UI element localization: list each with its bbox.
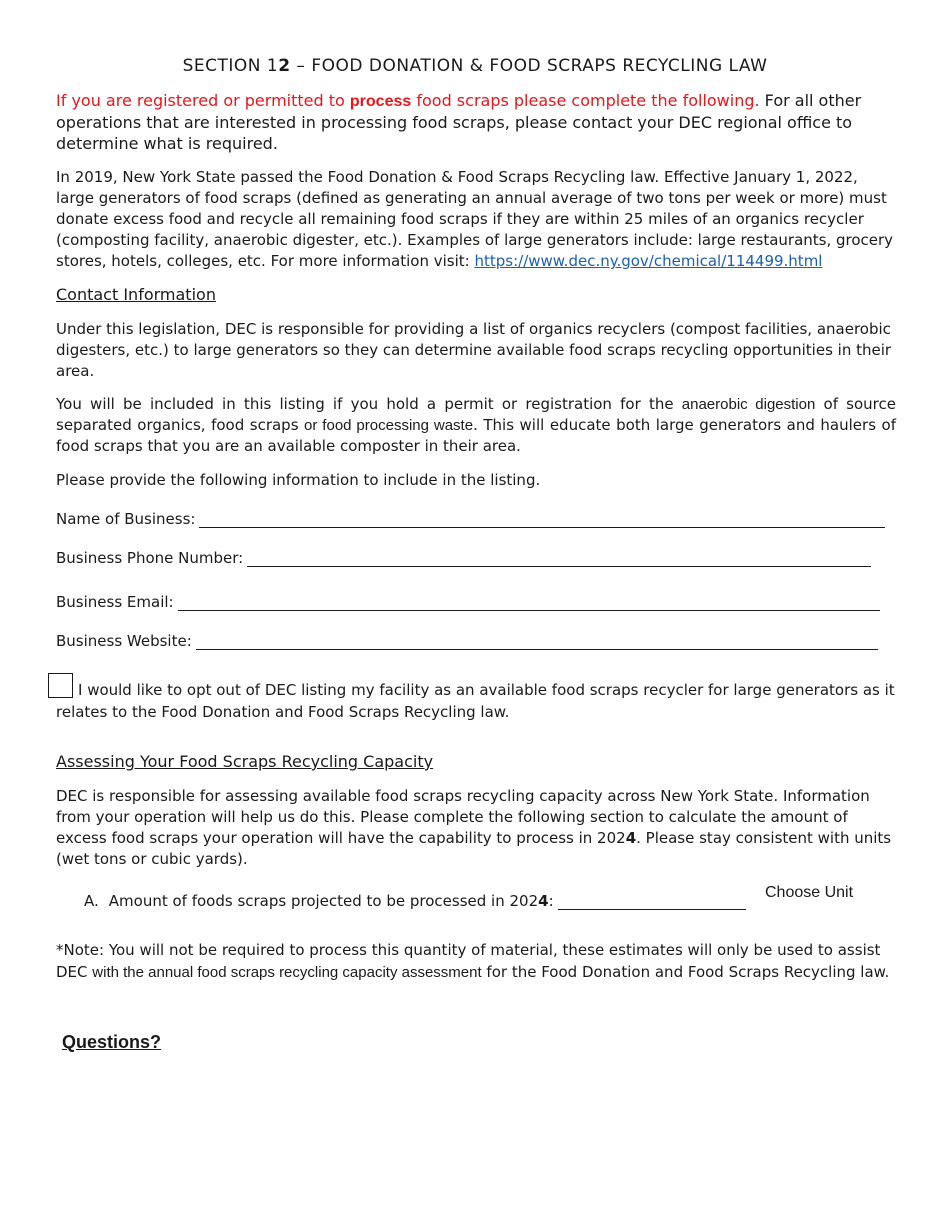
business-phone-input[interactable] <box>247 552 871 567</box>
background-paragraph: In 2019, New York State passed the Food Donation & Food Scraps Recycling law. Effective January 1, 2022, large generators of food scraps (defined as generating an annual average of two tons per week or more) must donate excess food and recycle all remaining food scraps if they are within 25 miles of an organics recycler (composting facility, anaerobic digester, etc.). Examples of large generators include: large restaurants, grocery stores, hotels, colleges, etc. For more information visit: https://www.dec.ny.gov/chemical/114499.html <box>56 168 894 270</box>
business-website-input[interactable] <box>196 635 878 650</box>
opt-out-label: I would like to opt out of DEC listing my facility as an available food scraps recycler for large generators as it relates to the Food Donation and Food Scraps Recycling law. <box>56 681 895 721</box>
business-email-input[interactable] <box>178 596 880 611</box>
contact-heading: Contact Information <box>56 285 216 304</box>
capacity-item-a <box>84 892 746 910</box>
dec-info-link[interactable]: https://www.dec.ny.gov/chemical/114499.html <box>474 252 823 270</box>
page-title: SECTION 12 – FOOD DONATION & FOOD SCRAPS RECYCLING LAW <box>182 56 768 76</box>
contact-paragraph-3: Please provide the following information to include in the listing. <box>56 471 541 489</box>
questions-heading: Questions? <box>62 1032 162 1052</box>
amount-input[interactable] <box>558 895 746 910</box>
intro-instruction: If you are registered or permitted to process food scraps please complete the following. <box>56 91 760 110</box>
capacity-paragraph: DEC is responsible for assessing available food scraps recycling capacity across New York State. Information from your operation will help us do this. Please complete the following section to calculate the amount of excess food scraps your operation will have the capability to process in 2024. Please stay consistent with units (wet tons or cubic yards). <box>56 787 892 868</box>
capacity-heading: Assessing Your Food Scraps Recycling Capacity <box>56 752 434 771</box>
contact-paragraph-2: You will be included in this listing if you hold a permit or registration for the anaerobic digestion of source separated organics, food scraps or food processing waste. This will educate both large generators and haulers of food scraps that you are an available composter in their area. <box>56 395 896 455</box>
business-website-field <box>56 632 878 650</box>
business-email-field <box>56 593 880 611</box>
business-website-label: Business Website: <box>56 632 192 650</box>
business-name-label: Name of Business: <box>56 510 196 528</box>
business-name-field <box>56 510 885 528</box>
business-phone-field <box>56 549 871 567</box>
item-a-label: Amount of foods scraps projected to be processed in 2024: <box>108 892 554 910</box>
unit-select[interactable]: Choose Unit <box>765 884 854 901</box>
business-name-input[interactable] <box>199 513 885 528</box>
item-marker: A. <box>84 892 99 910</box>
intro-paragraph: If you are registered or permitted to process food scraps please complete the following. For all other operations that are interested in processing food scraps, please contact your DEC regional office to determine what is required. <box>56 91 862 153</box>
contact-paragraph-1: Under this legislation, DEC is responsible for providing a list of organics recyclers (compost facilities, anaerobic digesters, etc.) to large generators so they can determine available food scraps recycling opportunities in their area. <box>56 320 892 380</box>
note-paragraph: *Note: You will not be required to process this quantity of material, these estimates will only be used to assist DEC with the annual food scraps recycling capacity assessment for the Food Donation and Food Scraps Recycling law. <box>56 941 890 981</box>
business-phone-label: Business Phone Number: <box>56 549 244 567</box>
business-email-label: Business Email: <box>56 593 174 611</box>
